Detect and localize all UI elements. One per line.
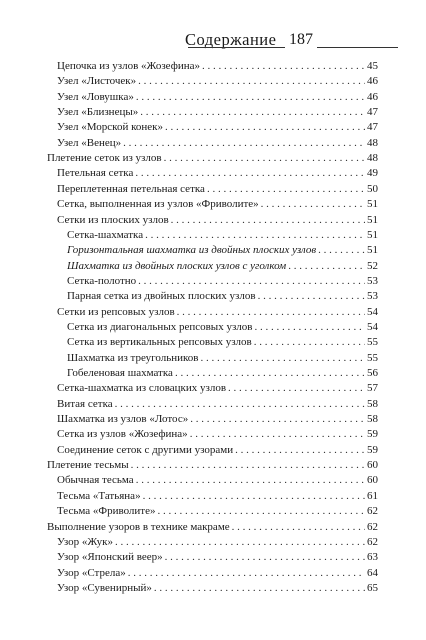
dot-leader: [143, 488, 365, 504]
dot-leader: [254, 334, 365, 350]
dot-leader: [232, 519, 365, 535]
toc-entry-page: 60: [367, 459, 378, 472]
toc-entry[interactable]: [67, 258, 378, 274]
toc-entry-page: 59: [367, 428, 378, 441]
toc-entry-page: 46: [367, 75, 378, 88]
toc-entry-page: 55: [367, 336, 378, 349]
toc-entry-page: 58: [367, 397, 378, 410]
toc-entry-page: 48: [367, 136, 378, 149]
toc-entry-title: Сетка-полотно: [67, 274, 137, 287]
toc-entry-page: 47: [367, 106, 378, 119]
toc-entry[interactable]: [47, 457, 378, 473]
dot-leader: [136, 89, 365, 105]
toc-entry[interactable]: [57, 488, 378, 504]
toc-entry-title: Узор «Жук»: [57, 535, 114, 548]
toc-entry-page: 45: [367, 60, 378, 72]
toc-entry-page: 57: [367, 382, 378, 395]
dot-leader: [207, 181, 365, 197]
toc-entry-title: Гобеленовая шахматка: [67, 367, 173, 379]
toc-entry-page: 60: [367, 474, 378, 487]
toc-entry-page: 48: [367, 152, 378, 165]
toc-entry-title: Обычная тесьма: [57, 474, 134, 487]
dot-leader: [123, 135, 365, 151]
toc-entry[interactable]: [67, 288, 378, 304]
dot-leader: [200, 350, 365, 366]
toc-entry-title: Витая сетка: [57, 397, 113, 410]
dot-leader: [235, 442, 365, 458]
toc-entry-title: Плетение тесьмы: [47, 459, 129, 472]
dot-leader: [131, 457, 365, 473]
dot-leader: [190, 411, 365, 427]
dot-leader: [164, 150, 365, 166]
toc-entry[interactable]: [67, 365, 378, 381]
dot-leader: [228, 380, 365, 396]
toc-entry-page: 63: [367, 551, 378, 564]
toc-entry[interactable]: [57, 472, 378, 488]
dot-leader: [135, 165, 365, 181]
toc-entry[interactable]: [67, 350, 378, 366]
toc-entry[interactable]: [57, 181, 378, 197]
dot-leader: [136, 472, 365, 488]
toc-entry-title: Цепочка из узлов «Жозефина»: [57, 60, 200, 72]
toc-entry[interactable]: [57, 534, 378, 550]
toc-entry-page: 49: [367, 167, 378, 180]
dot-leader: [145, 227, 365, 243]
page-header: [0, 26, 426, 50]
toc-entry[interactable]: [57, 411, 378, 427]
toc-entry[interactable]: [47, 519, 378, 535]
toc-entry-page: 46: [367, 90, 378, 103]
toc-entry-title: Узел «Морской конек»: [57, 121, 163, 134]
toc-entry[interactable]: [47, 150, 378, 166]
toc-entry[interactable]: [57, 58, 378, 74]
toc-entry-title: Узел «Листочек»: [57, 75, 137, 88]
toc-entry-page: 54: [367, 320, 378, 333]
toc-entry[interactable]: [57, 304, 378, 320]
toc-entry-page: 61: [367, 489, 378, 502]
toc-entry-title: Сетки из плоских узлов: [57, 213, 169, 226]
toc-entry-title: Переплетенная петельная сетка: [57, 182, 205, 195]
toc-entry-title: Шахматка из двойных плоских узлов с уголком: [67, 259, 287, 272]
dot-leader: [165, 549, 365, 565]
toc-entry[interactable]: [57, 549, 378, 565]
page-title: Содержание: [185, 30, 277, 49]
dot-leader: [261, 196, 365, 212]
toc-entry-page: 62: [367, 520, 378, 533]
dot-leader: [138, 273, 365, 289]
dot-leader: [128, 565, 365, 581]
toc-entry-page: 62: [367, 535, 378, 548]
toc-entry-title: Плетение сеток из узлов: [47, 152, 162, 165]
toc-entry[interactable]: [67, 273, 378, 289]
toc-entry-title: Петельная сетка: [57, 167, 134, 180]
toc-entry-title: Сетки из репсовых узлов: [57, 305, 175, 318]
toc-entry-title: Горизонтальная шахматка из двойных плоских узлов: [67, 244, 317, 257]
dot-leader: [158, 503, 366, 519]
dot-leader: [190, 426, 365, 442]
toc-entry-page: 50: [367, 182, 378, 195]
toc-entry[interactable]: [57, 73, 378, 89]
toc-entry-title: Тесьма «Татьяна»: [57, 489, 141, 502]
dot-leader: [318, 242, 365, 258]
dot-leader: [288, 258, 365, 274]
dot-leader: [154, 580, 365, 596]
toc-entry[interactable]: [57, 396, 378, 412]
toc-entry-page: 53: [367, 290, 378, 303]
toc-entry[interactable]: [67, 319, 378, 335]
toc-entry-title: Узел «Венец»: [57, 136, 122, 149]
toc-entry[interactable]: [57, 565, 378, 581]
toc-entry-page: 54: [367, 305, 378, 318]
toc-entry-page: 47: [367, 121, 378, 134]
toc-entry[interactable]: [57, 212, 378, 228]
toc-entry-title: Узел «Близнецы»: [57, 106, 139, 119]
toc-entry-title: Шахматка из треугольников: [67, 351, 199, 364]
toc-entry-title: Сетка из вертикальных репсовых узлов: [67, 336, 252, 349]
toc-entry-title: Парная сетка из двойных плоских узлов: [67, 290, 256, 303]
toc-entry-page: 58: [367, 413, 378, 426]
dot-leader: [258, 288, 365, 304]
dot-leader: [115, 534, 365, 550]
toc-entry-page: 55: [367, 351, 378, 364]
toc-entry-page: 56: [367, 367, 378, 379]
toc-entry-page: 53: [367, 274, 378, 287]
dot-leader: [175, 365, 365, 381]
toc-entry-page: 62: [367, 505, 378, 518]
toc-entry[interactable]: [57, 89, 378, 105]
toc-entry-page: 51: [367, 228, 378, 241]
toc-entry-page: 59: [367, 443, 378, 456]
page-number: 187: [285, 30, 317, 50]
toc-entry-page: 65: [367, 581, 378, 594]
toc-entry[interactable]: [57, 503, 378, 519]
toc-entry[interactable]: [67, 242, 378, 258]
dot-leader: [140, 104, 365, 120]
toc-entry[interactable]: [57, 442, 378, 458]
toc-entry-page: 51: [367, 198, 378, 211]
toc-entry[interactable]: [57, 380, 378, 396]
dot-leader: [202, 58, 365, 74]
toc-entry-title: Шахматка из узлов «Лотос»: [57, 413, 189, 426]
toc-entry[interactable]: [57, 135, 378, 151]
toc-entry-title: Узел «Ловушка»: [57, 90, 134, 103]
toc-entry-title: Соединение сеток с другими узорами: [57, 443, 234, 456]
dot-leader: [165, 119, 365, 135]
dot-leader: [138, 73, 365, 89]
dot-leader: [115, 396, 365, 412]
dot-leader: [254, 319, 365, 335]
toc-entry-title: Сетка из диагональных репсовых узлов: [67, 320, 253, 333]
toc-entry-title: Сетка-шахматка: [67, 228, 144, 241]
toc-entry[interactable]: [57, 104, 378, 120]
toc-entry[interactable]: [57, 426, 378, 442]
toc-entry-title: Сетка-шахматка из словацких узлов: [57, 382, 227, 395]
toc-entry-title: Сетка, выполненная из узлов «Фриволите»: [57, 198, 259, 211]
toc-entry-title: Выполнение узоров в технике макраме: [47, 520, 230, 533]
toc-entry-page: 51: [367, 213, 378, 226]
toc-entry-title: Тесьма «Фриволите»: [57, 505, 156, 518]
toc-entry[interactable]: [67, 334, 378, 350]
toc-entry-title: Узор «Стрела»: [57, 566, 126, 579]
toc-entry[interactable]: [57, 196, 378, 212]
toc-entry-page: 51: [367, 244, 378, 257]
dot-leader: [171, 212, 365, 228]
toc-entry[interactable]: [57, 119, 378, 135]
toc-entry[interactable]: [57, 165, 378, 181]
toc-entry-page: 64: [367, 566, 378, 579]
toc-entry-title: Узор «Японский веер»: [57, 551, 163, 564]
dot-leader: [177, 304, 365, 320]
toc-entry-title: Узор «Сувенирный»: [57, 581, 152, 594]
toc-entry[interactable]: [67, 227, 378, 243]
toc-entry[interactable]: [57, 580, 378, 596]
toc-entry-page: 52: [367, 259, 378, 272]
toc-entry-title: Сетка из узлов «Жозефина»: [57, 428, 188, 441]
